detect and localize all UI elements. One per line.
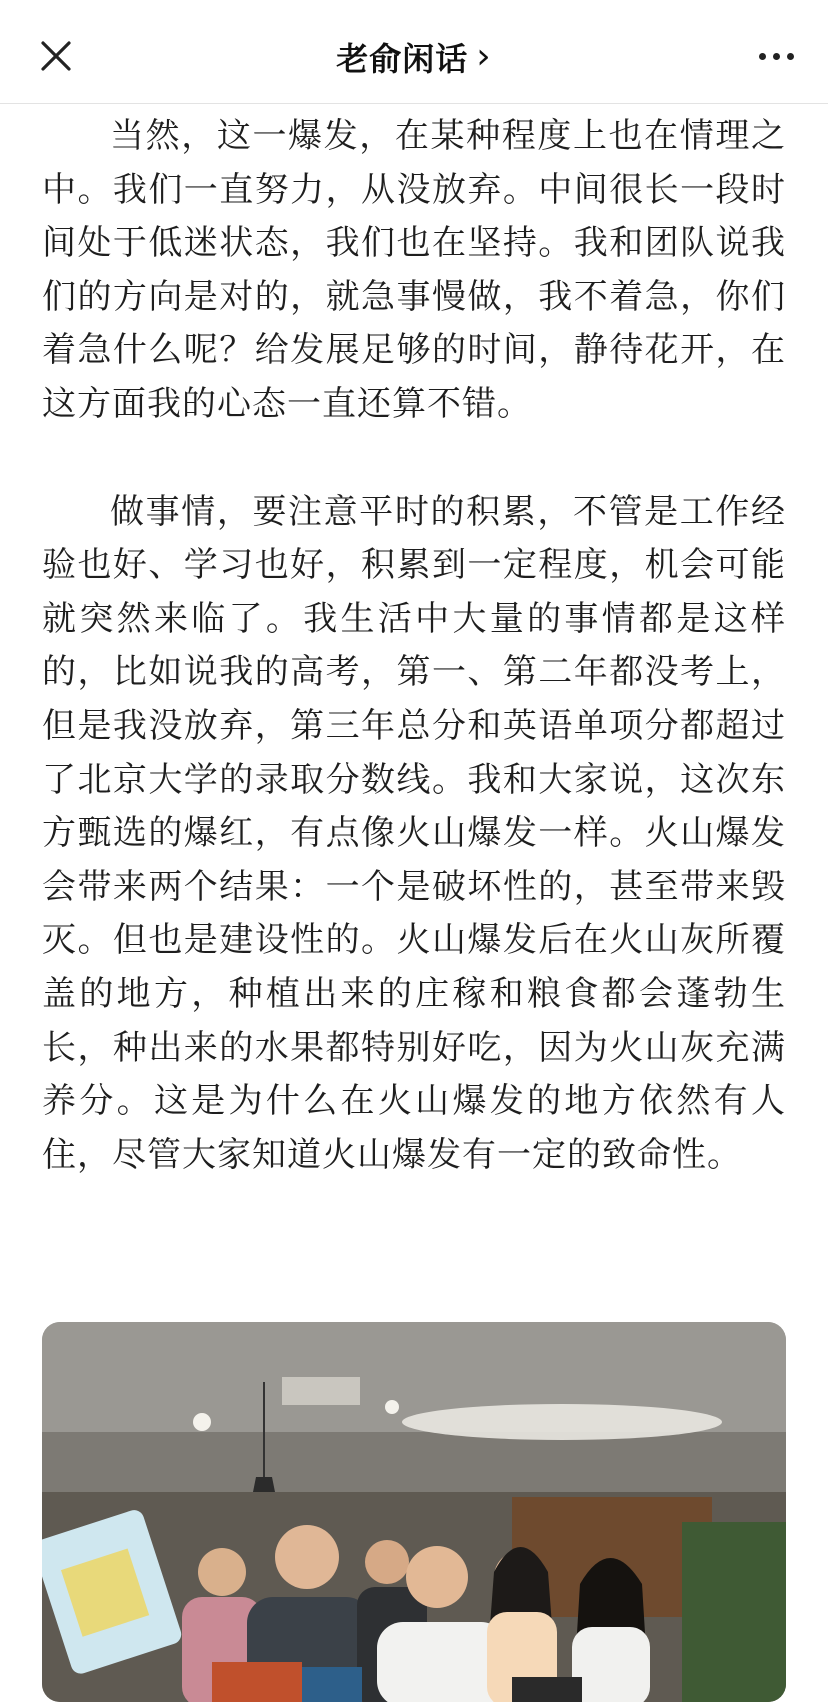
article-paragraph-2: 做事情，要注意平时的积累，不管是工作经验也好、学习也好，积累到一定程度，机会可能就突然来临了。我生活中大量的事情都是这样的，比如说我的高考，第一、第二年都没考上，但是我没放弃，第三年总分和英语单项分都超过了北京大学的录取分数线。我和大家说，这次东方甄选的爆红，有点像火山爆发一样。火山爆发会带来两个结果：一个是破坏性的，甚至带来毁灭。但也是建设性的。火山爆发后在火山灰所覆盖的地方，种植出来的庄稼和粮食都会蓬勃生长，种出来的水果都特别好吃，因为火山灰充满养分。这是为什么在火山爆发的地方依然有人住，尽管大家知道火山爆发有一定的致命性。 — [42, 491, 786, 1175]
article-paragraph-1: 当然，这一爆发，在某种程度上也在情理之中。我们一直努力，从没放弃。中间很长一段时间处于低迷状态，我们也在坚持。我和团队说我们的方向是对的，就急事慢做，我不着急，你们着急什么呢？给发展足够的时间，静待花开，在这方面我的心态一直还算不错。 — [42, 116, 786, 424]
group-photo-image — [42, 1322, 786, 1702]
chevron-right-icon: › — [476, 36, 492, 77]
article-body — [42, 110, 786, 1182]
top-navigation-bar — [0, 0, 828, 104]
account-name[interactable]: 老俞闲话 — [336, 40, 469, 78]
account-title[interactable] — [0, 34, 828, 80]
group-photo[interactable] — [42, 1322, 786, 1702]
more-icon — [759, 53, 766, 60]
more-options-button[interactable] — [748, 36, 804, 76]
